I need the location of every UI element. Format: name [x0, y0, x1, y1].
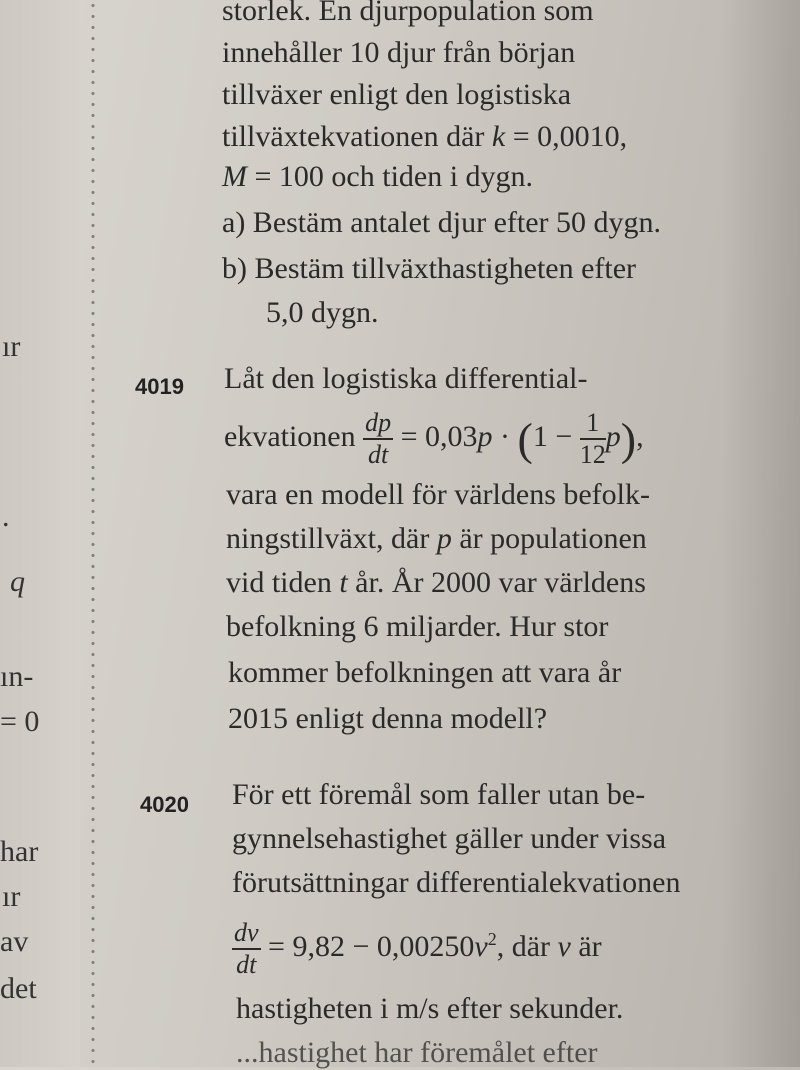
margin-fragment: = 0	[0, 705, 40, 738]
margin-fragment: .	[2, 500, 10, 533]
prev-line-1: storlek. En djurpopulation som	[222, 0, 594, 27]
p4019-equation-line: ekvationen $\frac{dp}{dt}$ = 0,03p · (1 − $\frac{1}{12}$ p),	[224, 408, 644, 469]
p4020-line-6-cut: ...hastighet har föremålet efter	[236, 1036, 598, 1069]
dv-dt-fraction: $\frac{dv}{dt}$	[234, 918, 259, 979]
p4019-line-4: ningstillväxt, där p är populationen	[226, 522, 647, 555]
dp-dt-fraction: $\frac{dp}{dt}$	[365, 408, 392, 469]
p4020-equation-line: $\frac{dv}{dt}$ = $9,82 - 0,00250v^2$, där v är	[234, 918, 602, 979]
margin-fragment: ın-	[0, 660, 34, 693]
problem-number-4019: 4019	[135, 374, 184, 399]
margin-fragment: har	[0, 835, 39, 868]
prev-subtask-b: b) Bestäm tillväxthastigheten efter	[222, 252, 637, 285]
page-shadow	[720, 0, 800, 1067]
prev-line-2: innehåller 10 djur från början	[222, 36, 576, 69]
p4019-line-5: vid tiden t år. År 2000 var världens	[226, 566, 646, 599]
p4020-line-3: förutsättningar differentialekvationen	[232, 866, 681, 899]
dotted-divider	[90, 0, 96, 1067]
prev-line-3: tillväxer enligt den logistiska	[222, 78, 572, 111]
left-page-margin	[0, 0, 80, 1067]
prev-line-4: tillväxtekvationen där k = 0,0010,	[222, 120, 628, 153]
margin-fragment: q	[10, 565, 25, 598]
margin-fragment: ır	[2, 330, 21, 363]
p4019-line-1: Låt den logistiska differential-	[224, 362, 588, 395]
prev-line-5: M = 100 och tiden i dygn.	[222, 160, 534, 193]
p4020-line-1: För ett föremål som faller utan be-	[232, 778, 646, 811]
margin-fragment: det	[0, 972, 37, 1005]
p4020-line-5: hastigheten i m/s efter sekunder.	[236, 992, 624, 1025]
p4020-line-2: gynnelsehastighet gäller under vissa	[232, 822, 667, 855]
p4019-line-6: befolkning 6 miljarder. Hur stor	[226, 610, 609, 643]
margin-fragment: ır	[2, 880, 21, 913]
problem-number-4020: 4020	[140, 792, 189, 817]
p4019-line-8: 2015 enligt denna modell?	[228, 702, 548, 735]
p4019-line-3: vara en modell för världens befolk-	[226, 478, 650, 511]
prev-subtask-a: a) Bestäm antalet djur efter 50 dygn.	[222, 206, 662, 239]
p4019-line-7: kommer befolkningen att vara år	[228, 656, 622, 689]
prev-subtask-b-cont: 5,0 dygn.	[266, 296, 379, 329]
margin-fragment: av	[0, 925, 29, 958]
